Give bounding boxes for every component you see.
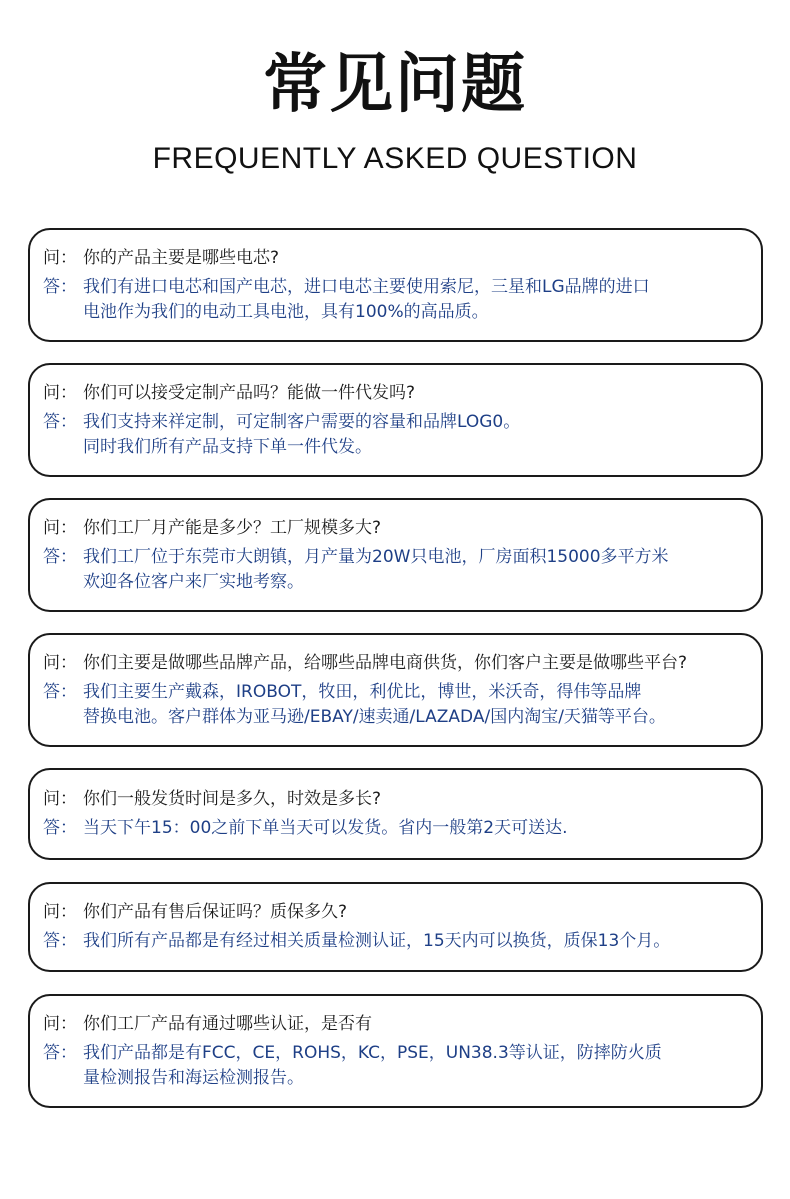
faq-list bbox=[28, 228, 763, 1108]
answer-line: 我们支持来祥定制，可定制客户需要的容量和品牌LOG0。 bbox=[83, 411, 521, 432]
question-text: 你们主要是做哪些品牌产品，给哪些品牌电商供货，你们客户主要是做哪些平台? bbox=[83, 652, 688, 673]
faq-card bbox=[28, 498, 763, 612]
answer-row bbox=[43, 929, 751, 954]
answer-text bbox=[83, 545, 751, 595]
answer-line: 当天下午15：00之前下单当天可以发货。省内一般第2天可送达. bbox=[83, 818, 568, 838]
answer-text bbox=[83, 410, 751, 460]
answer-prefix: 答： bbox=[43, 931, 77, 951]
question-text: 你的产品主要是哪些电芯? bbox=[83, 247, 280, 268]
answer-line: 量检测报告和海运检测报告。 bbox=[83, 1067, 304, 1088]
question-prefix: 问： bbox=[43, 247, 77, 268]
question-text: 你们工厂月产能是多少？工厂规模多大? bbox=[83, 517, 382, 538]
answer-row bbox=[43, 275, 751, 325]
question-row bbox=[43, 787, 751, 812]
question-prefix: 问： bbox=[43, 902, 77, 922]
question-prefix: 问： bbox=[43, 1013, 77, 1034]
answer-prefix: 答： bbox=[43, 818, 77, 838]
answer-line: 我们主要生产戴森，IROBOT，牧田，利优比，博世，米沃奇，得伟等品牌 bbox=[83, 681, 642, 702]
question-row bbox=[43, 900, 751, 925]
question-text: 你们产品有售后保证吗？质保多久? bbox=[83, 902, 348, 922]
faq-card bbox=[28, 228, 763, 342]
answer-line: 电池作为我们的电动工具电池，具有100%的高品质。 bbox=[83, 301, 489, 322]
answer-row bbox=[43, 545, 751, 595]
answer-line: 我们工厂位于东莞市大朗镇，月产量为20W只电池，厂房面积15000多平方米 bbox=[83, 546, 669, 567]
answer-prefix: 答： bbox=[43, 546, 77, 567]
question-row bbox=[43, 381, 751, 406]
answer-row bbox=[43, 1041, 751, 1091]
question-row bbox=[43, 651, 751, 676]
question-prefix: 问： bbox=[43, 517, 77, 538]
answer-text bbox=[83, 680, 751, 730]
faq-card bbox=[28, 768, 763, 860]
question-prefix: 问： bbox=[43, 382, 77, 403]
faq-card bbox=[28, 882, 763, 972]
faq-card bbox=[28, 994, 763, 1108]
answer-line: 欢迎各位客户来厂实地考察。 bbox=[83, 571, 304, 592]
answer-row bbox=[43, 680, 751, 730]
answer-line: 我们所有产品都是有经过相关质量检测认证，15天内可以换货，质保13个月。 bbox=[83, 931, 671, 951]
answer-text bbox=[83, 275, 751, 325]
answer-line: 我们有进口电芯和国产电芯，进口电芯主要使用索尼，三星和LG品牌的进口 bbox=[83, 276, 650, 297]
question-prefix: 问： bbox=[43, 652, 77, 673]
answer-line: 替换电池。客户群体为亚马逊/EBAY/速卖通/LAZADA/国内淘宝/天猫等平台。 bbox=[83, 706, 666, 727]
question-row bbox=[43, 246, 751, 271]
question-prefix: 问： bbox=[43, 789, 77, 809]
page-title: 常见问题 bbox=[263, 48, 527, 122]
question-row bbox=[43, 1012, 751, 1037]
answer-line: 同时我们所有产品支持下单一件代发。 bbox=[83, 436, 372, 457]
faq-card bbox=[28, 363, 763, 477]
faq-card bbox=[28, 633, 763, 747]
answer-prefix: 答： bbox=[43, 276, 77, 297]
answer-prefix: 答： bbox=[43, 1042, 77, 1063]
answer-text bbox=[83, 1041, 751, 1091]
answer-row bbox=[43, 816, 751, 841]
answer-row bbox=[43, 410, 751, 460]
question-text: 你们可以接受定制产品吗？能做一件代发吗? bbox=[83, 382, 416, 403]
question-row bbox=[43, 516, 751, 541]
answer-prefix: 答： bbox=[43, 411, 77, 432]
page-subtitle: FREQUENTLY ASKED QUESTION bbox=[152, 142, 638, 175]
answer-text bbox=[83, 929, 751, 954]
answer-text bbox=[83, 816, 751, 841]
question-text: 你们一般发货时间是多久，时效是多长? bbox=[83, 789, 382, 809]
answer-prefix: 答： bbox=[43, 681, 77, 702]
answer-line: 我们产品都是有FCC，CE，ROHS，KC，PSE，UN38.3等认证，防摔防火质 bbox=[83, 1042, 662, 1063]
question-text: 你们工厂产品有通过哪些认证，是否有 bbox=[83, 1013, 372, 1034]
